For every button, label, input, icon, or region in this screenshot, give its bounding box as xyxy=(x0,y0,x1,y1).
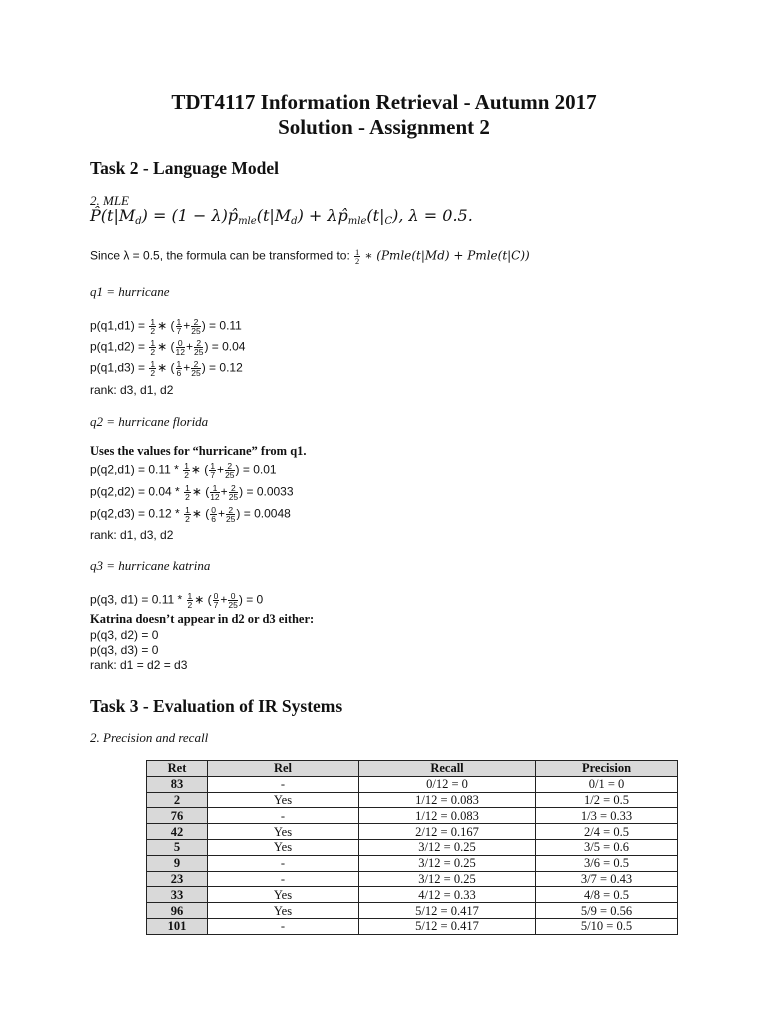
cell-rel: - xyxy=(208,855,359,871)
frac-b: $\frac{2}{25}$ xyxy=(193,338,204,357)
cell-ret: 33 xyxy=(147,887,208,903)
table-row xyxy=(147,808,678,824)
table-row xyxy=(147,839,678,855)
q3-note: Katrina doesn’t appear in d2 or d3 either: xyxy=(90,612,315,626)
table-row xyxy=(147,887,678,903)
table-row xyxy=(147,855,678,871)
frac-b: $\frac{2}{25}$ xyxy=(191,359,201,378)
q3-frac-b: $\frac{0}{25}$ xyxy=(228,591,238,610)
col-header-recall: Recall xyxy=(359,761,536,777)
frac-a: $\frac{1}{6}$ xyxy=(176,359,182,378)
half-fraction: $\frac{1}{2}$ xyxy=(150,359,156,378)
line-result: ) = 0.0048 xyxy=(236,506,291,521)
col-header-precision: Precision xyxy=(536,761,678,777)
frac-b: $\frac{2}{25}$ xyxy=(191,317,201,336)
cell-precision: 5/10 = 0.5 xyxy=(536,918,678,934)
cell-rel: - xyxy=(208,776,359,792)
q1-label: q1 = hurricane xyxy=(90,284,170,299)
col-header-rel: Rel xyxy=(208,761,359,777)
cell-rel: - xyxy=(208,918,359,934)
line-prefix: p(q2,d1) = 0.11 * xyxy=(90,462,183,477)
cell-recall: 0/12 = 0 xyxy=(359,776,536,792)
half-fraction: $\frac{1}{2}$ xyxy=(185,505,190,524)
q3-frac-a: $\frac{0}{7}$ xyxy=(213,591,219,610)
line-prefix: p(q1,d1) = xyxy=(90,318,149,333)
line-prefix: p(q1,d2) = xyxy=(90,339,149,354)
cell-ret: 2 xyxy=(147,792,208,808)
line-prefix: p(q2,d2) = 0.04 * xyxy=(90,484,184,499)
frac-b: $\frac{2}{25}$ xyxy=(225,461,235,480)
q1-line: p(q1,d2) = $\frac{1}{2}$ ∗ ( $\frac{0}{12}$ + $\frac{2}{25}$ ) = 0.04 xyxy=(90,338,246,357)
q2-line: p(q2,d2) = 0.04 * $\frac{1}{2}$ ∗ ( $\frac{1}{12}$ + $\frac{2}{25}$ ) = 0.0033 xyxy=(90,483,294,502)
q3-line1: p(q3, d1) = 0.11 * $\frac{1}{2}$ ∗ ( $\frac{0}{7}$ + $\frac{0}{25}$ ) = 0 xyxy=(90,591,264,610)
table-row xyxy=(147,776,678,792)
cell-precision: 1/2 = 0.5 xyxy=(536,792,678,808)
cell-rel: Yes xyxy=(208,824,359,840)
cell-ret: 5 xyxy=(147,839,208,855)
frac-a: $\frac{0}{6}$ xyxy=(211,505,216,524)
q2-rank: rank: d1, d3, d2 xyxy=(90,528,174,542)
q1-line: p(q1,d1) = $\frac{1}{2}$ ∗ ( $\frac{1}{7}$ + $\frac{2}{25}$ ) = 0.11 xyxy=(90,317,242,336)
cell-ret: 101 xyxy=(147,918,208,934)
cell-ret: 9 xyxy=(147,855,208,871)
q2-line: p(q2,d3) = 0.12 * $\frac{1}{2}$ ∗ ( $\frac{0}{6}$ + $\frac{2}{25}$ ) = 0.0048 xyxy=(90,505,291,524)
cell-rel: Yes xyxy=(208,839,359,855)
cell-precision: 3/6 = 0.5 xyxy=(536,855,678,871)
cell-recall: 2/12 = 0.167 xyxy=(359,824,536,840)
frac-a: $\frac{1}{12}$ xyxy=(210,483,220,502)
line-result: ) = 0.12 xyxy=(201,360,243,375)
cell-rel: - xyxy=(208,808,359,824)
table-row xyxy=(147,792,678,808)
frac-b: $\frac{2}{25}$ xyxy=(225,505,236,524)
cell-precision: 3/5 = 0.6 xyxy=(536,839,678,855)
line-result: ) = 0.0033 xyxy=(239,484,294,499)
cell-recall: 1/12 = 0.083 xyxy=(359,808,536,824)
q3-line1-prefix: p(q3, d1) = 0.11 * xyxy=(90,592,186,607)
task3-subheading: 2. Precision and recall xyxy=(90,730,209,745)
frac-b: $\frac{2}{25}$ xyxy=(228,483,239,502)
cell-recall: 3/12 = 0.25 xyxy=(359,871,536,887)
table-row xyxy=(147,918,678,934)
line-result: ) = 0.04 xyxy=(204,339,246,354)
table-row xyxy=(147,903,678,919)
cell-precision: 3/7 = 0.43 xyxy=(536,871,678,887)
precision-recall-table xyxy=(146,760,678,935)
cell-precision: 4/8 = 0.5 xyxy=(536,887,678,903)
q3-line2: p(q3, d2) = 0 xyxy=(90,628,159,642)
q3-rank: rank: d1 = d2 = d3 xyxy=(90,658,188,672)
mle-formula-start: P̂(t|M xyxy=(90,206,136,225)
cell-recall: 4/12 = 0.33 xyxy=(359,887,536,903)
cell-recall: 5/12 = 0.417 xyxy=(359,918,536,934)
cell-rel: Yes xyxy=(208,903,359,919)
cell-rel: Yes xyxy=(208,792,359,808)
cell-rel: - xyxy=(208,871,359,887)
frac-a: $\frac{1}{7}$ xyxy=(210,461,216,480)
half-fraction: $\frac{1}{2}$ xyxy=(185,483,190,502)
table-header-row xyxy=(147,761,678,777)
col-header-ret: Ret xyxy=(147,761,208,777)
doc-title-line2: Solution - Assignment 2 xyxy=(278,115,490,139)
q2-label: q2 = hurricane florida xyxy=(90,414,209,429)
line-prefix: p(q2,d3) = 0.12 * xyxy=(90,506,184,521)
cell-recall: 3/12 = 0.25 xyxy=(359,855,536,871)
cell-ret: 23 xyxy=(147,871,208,887)
cell-precision: 2/4 = 0.5 xyxy=(536,824,678,840)
cell-ret: 96 xyxy=(147,903,208,919)
cell-ret: 76 xyxy=(147,808,208,824)
half-fraction: $\frac{1}{2}$ xyxy=(184,461,189,480)
task3-heading: Task 3 - Evaluation of IR Systems xyxy=(90,696,343,716)
line-prefix: p(q1,d3) = xyxy=(90,360,149,375)
line-result: ) = 0.11 xyxy=(201,318,242,333)
table-row xyxy=(147,871,678,887)
cell-recall: 3/12 = 0.25 xyxy=(359,839,536,855)
table-row xyxy=(147,824,678,840)
q2-note: Uses the values for “hurricane” from q1. xyxy=(90,444,307,458)
half-fraction: $\frac{1}{2}$ xyxy=(150,317,156,336)
cell-rel: Yes xyxy=(208,887,359,903)
task2-subheading: 2. MLE xyxy=(90,193,129,208)
q1-rank: rank: d3, d1, d2 xyxy=(90,383,174,397)
frac-a: $\frac{0}{12}$ xyxy=(175,338,185,357)
line-result: ) = 0.01 xyxy=(235,462,277,477)
half-fraction: $\frac{1}{2}$ xyxy=(150,338,156,357)
q3-label: q3 = hurricane katrina xyxy=(90,558,211,573)
q1-line: p(q1,d3) = $\frac{1}{2}$ ∗ ( $\frac{1}{6}$ + $\frac{2}{25}$ ) = 0.12 xyxy=(90,359,243,378)
task2-heading: Task 2 - Language Model xyxy=(90,158,279,178)
mle-formula: $P̂(t|M_d) = (1$ − $\lambda)p̂_{mle}(t|M_d)$ + $\lambda p̂_{mle}(t|_C)$, λ = 0.5. xyxy=(90,206,473,227)
cell-recall: 1/12 = 0.083 xyxy=(359,792,536,808)
cell-ret: 42 xyxy=(147,824,208,840)
cell-recall: 5/12 = 0.417 xyxy=(359,903,536,919)
table-body xyxy=(147,776,678,934)
since-line xyxy=(90,248,530,265)
cell-precision: 1/3 = 0.33 xyxy=(536,808,678,824)
since-formula: ∗ (Pmle(t|Md) + Pmle(t|C)) xyxy=(364,248,530,263)
cell-precision: 5/9 = 0.56 xyxy=(536,903,678,919)
cell-ret: 83 xyxy=(147,776,208,792)
half-fraction: $\frac{1}{2}$ xyxy=(187,591,193,610)
cell-precision: 0/1 = 0 xyxy=(536,776,678,792)
doc-title-line1: TDT4117 Information Retrieval - Autumn 2017 xyxy=(171,90,597,114)
since-text: Since λ = 0.5, the formula can be transformed to: xyxy=(90,248,350,263)
q3-line1-result: ) = 0 xyxy=(238,592,264,607)
q3-line3: p(q3, d3) = 0 xyxy=(90,643,159,657)
frac-a: $\frac{1}{7}$ xyxy=(176,317,182,336)
half-fraction: $\frac{1}{2}$ xyxy=(354,247,360,266)
q2-line: p(q2,d1) = 0.11 * $\frac{1}{2}$ ∗ ( $\frac{1}{7}$ + $\frac{2}{25}$ ) = 0.01 xyxy=(90,461,277,480)
